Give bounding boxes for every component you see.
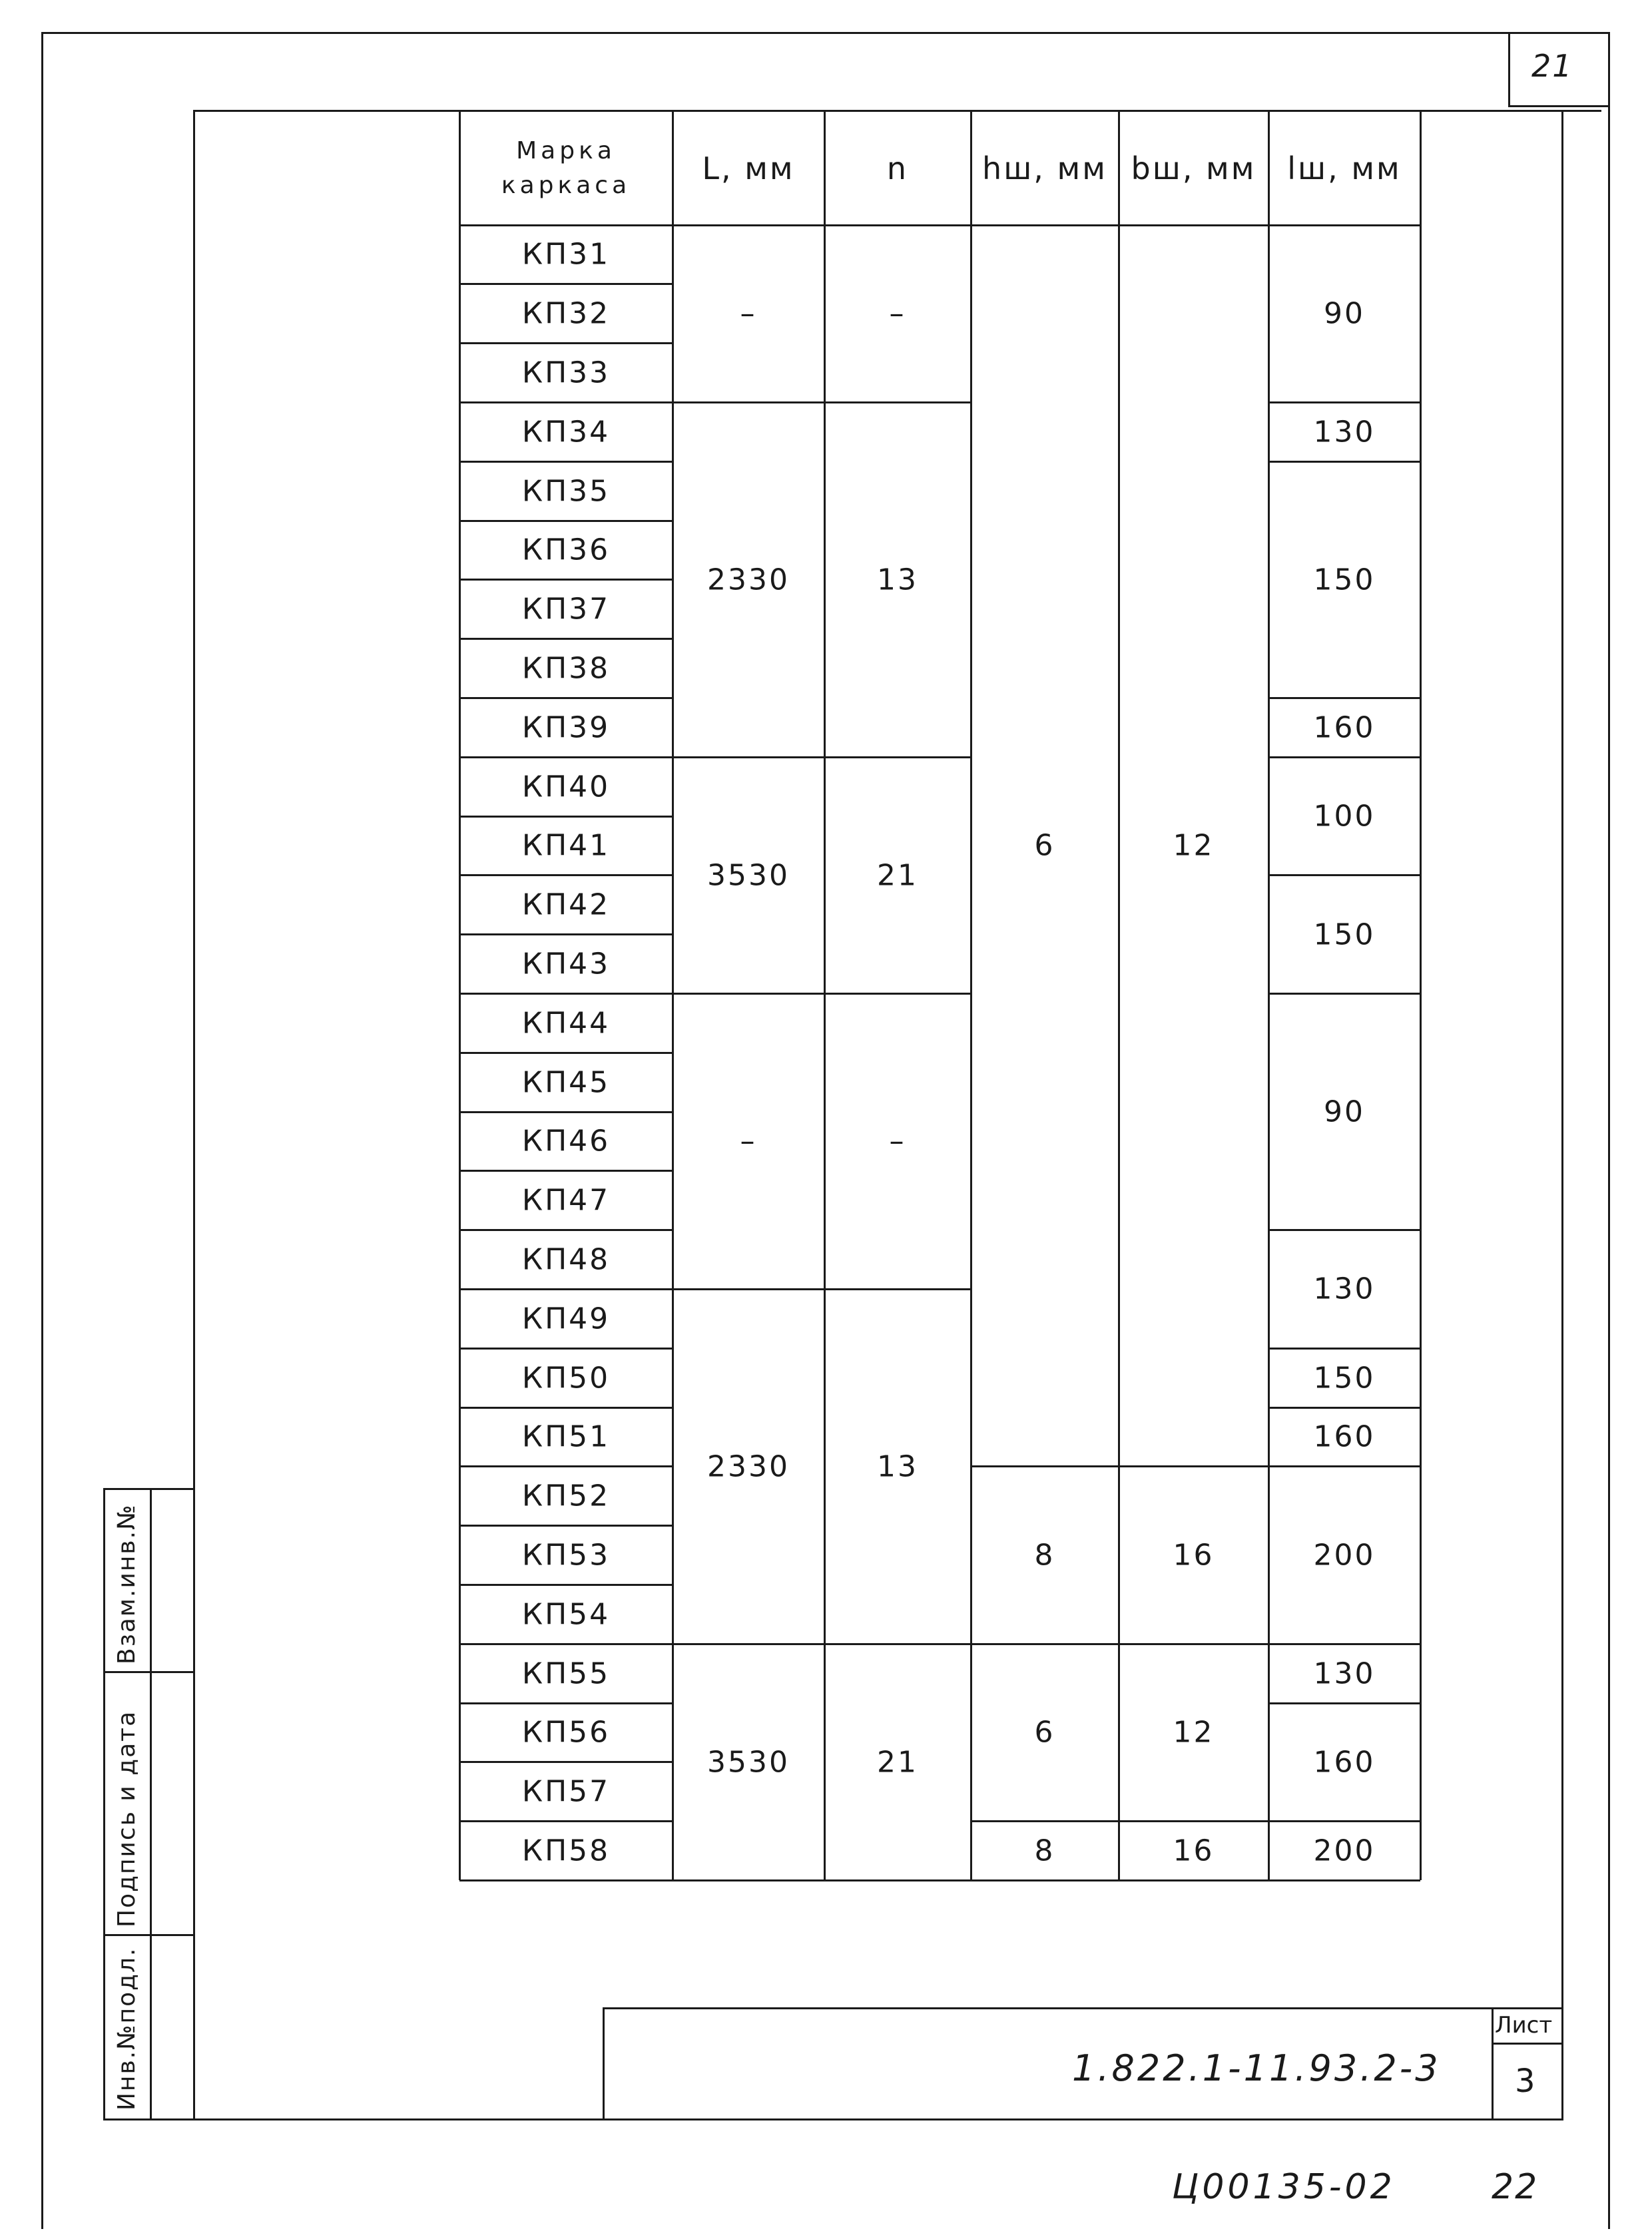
title-sheet-label: Лист xyxy=(1495,2012,1553,2039)
mark-row-rule xyxy=(459,1111,673,1113)
footer-page-number: 22 xyxy=(1492,2167,1539,2207)
l-value-cell: 150 xyxy=(1313,1361,1376,1395)
b-value-cell: 16 xyxy=(1173,1538,1215,1573)
header-h: hш, мм xyxy=(982,150,1107,186)
table-col-line-0 xyxy=(459,112,461,1880)
mark-row-rule xyxy=(459,874,673,876)
drawing-frame-right xyxy=(1561,110,1563,2120)
mark-row-rule xyxy=(459,1052,673,1054)
archive-code: Ц00135-02 xyxy=(1172,2167,1396,2207)
mark-row-rule xyxy=(459,1465,673,1467)
l-group-rule xyxy=(1268,1229,1420,1231)
l-group-rule xyxy=(1268,1465,1420,1467)
l-value-cell: 130 xyxy=(1313,415,1376,449)
l-value-cell: 200 xyxy=(1313,1834,1376,1868)
mark-row-rule xyxy=(459,1584,673,1586)
l-value-cell: 90 xyxy=(1324,1095,1365,1129)
mark-row-rule xyxy=(459,1348,673,1350)
mark-cell: КП42 xyxy=(521,887,611,922)
mark-row-rule xyxy=(459,1643,673,1645)
corner-box-bottom xyxy=(1508,105,1610,107)
h-value-cell: 8 xyxy=(1034,1538,1055,1573)
mark-cell: КП48 xyxy=(521,1242,611,1277)
n-value-cell: 13 xyxy=(877,1449,918,1484)
title-sheet-number: 3 xyxy=(1515,2063,1535,2100)
mark-row-rule xyxy=(459,933,673,935)
mark-row-rule xyxy=(459,1288,673,1290)
mark-row-rule xyxy=(459,638,673,640)
mark-cell: КП37 xyxy=(521,592,611,626)
mark-cell: КП53 xyxy=(521,1538,611,1573)
l-group-rule xyxy=(1268,401,1420,403)
L-group-rule xyxy=(673,756,824,758)
h-value-cell: 8 xyxy=(1034,1834,1055,1868)
mark-row-rule xyxy=(459,816,673,818)
l-group-rule xyxy=(1268,1702,1420,1704)
corner-box-left xyxy=(1508,32,1510,107)
n-group-rule xyxy=(824,401,971,403)
b-group-rule xyxy=(1119,1643,1268,1645)
L-value-cell: 2330 xyxy=(707,563,790,597)
L-group-rule xyxy=(673,401,824,403)
header-mark-line1: Марка xyxy=(516,137,616,164)
mark-cell: КП49 xyxy=(521,1302,611,1336)
n-value-cell: 21 xyxy=(877,1745,918,1780)
mark-cell: КП47 xyxy=(521,1183,611,1218)
h-group-rule xyxy=(971,1465,1119,1467)
table-col-line-2 xyxy=(824,112,826,1880)
h-value-cell: 6 xyxy=(1034,1715,1055,1750)
l-group-rule xyxy=(1268,461,1420,463)
l-group-rule xyxy=(1268,756,1420,758)
l-value-cell: 160 xyxy=(1313,1745,1376,1780)
header-mark xyxy=(501,134,631,203)
mark-row-rule xyxy=(459,461,673,463)
L-group-rule xyxy=(673,993,824,995)
mark-row-rule xyxy=(459,1407,673,1409)
l-value-cell: 200 xyxy=(1313,1538,1376,1573)
mark-cell: КП32 xyxy=(521,296,611,331)
b-group-rule xyxy=(1119,1820,1268,1822)
mark-cell: КП57 xyxy=(521,1774,611,1809)
h-group-rule xyxy=(971,1643,1119,1645)
title-block-sheet-sep xyxy=(1492,2043,1563,2045)
header-n: n xyxy=(886,150,909,186)
title-block-top xyxy=(603,2007,1563,2009)
L-value-cell: 3530 xyxy=(707,858,790,893)
side-stamp-left xyxy=(103,1488,105,2120)
n-group-rule xyxy=(824,1288,971,1290)
mark-row-rule xyxy=(459,401,673,403)
table-header-rule xyxy=(459,224,1420,226)
n-group-rule xyxy=(824,1643,971,1645)
mark-row-rule xyxy=(459,756,673,758)
l-value-cell: 150 xyxy=(1313,917,1376,952)
side-stamp-vzam: Взам.инв.№ xyxy=(113,1503,140,1664)
h-group-rule xyxy=(971,1820,1119,1822)
mark-cell: КП43 xyxy=(521,947,611,981)
title-designation: 1.822.1-11.93.2-3 xyxy=(1072,2047,1441,2089)
mark-row-rule xyxy=(459,1170,673,1172)
table-col-line-5 xyxy=(1268,112,1270,1880)
l-value-cell: 100 xyxy=(1313,799,1376,834)
l-group-rule xyxy=(1268,1348,1420,1350)
mark-cell: КП33 xyxy=(521,356,611,390)
mark-cell: КП35 xyxy=(521,474,611,509)
l-group-rule xyxy=(1268,1820,1420,1822)
mark-row-rule xyxy=(459,1229,673,1231)
mark-cell: КП56 xyxy=(521,1715,611,1750)
L-value-cell: – xyxy=(740,296,757,331)
sheet-frame-right xyxy=(1608,32,1610,2229)
l-value-cell: 160 xyxy=(1313,1419,1376,1454)
l-value-cell: 160 xyxy=(1313,710,1376,745)
mark-cell: КП58 xyxy=(521,1834,611,1868)
n-group-rule xyxy=(824,993,971,995)
mark-row-rule xyxy=(459,1761,673,1763)
l-group-rule xyxy=(1268,874,1420,876)
n-value-cell: – xyxy=(889,296,906,331)
mark-cell: КП44 xyxy=(521,1006,611,1041)
mark-cell: КП51 xyxy=(521,1419,611,1454)
drawing-frame-left xyxy=(193,110,195,2120)
side-stamp-inv-podl: Инв.№подл. xyxy=(113,1947,140,2111)
h-value-cell: 6 xyxy=(1034,828,1055,863)
n-value-cell: 13 xyxy=(877,563,918,597)
n-value-cell: 21 xyxy=(877,858,918,893)
mark-row-rule xyxy=(459,283,673,285)
mark-cell: КП45 xyxy=(521,1065,611,1100)
side-stamp-sep1 xyxy=(103,1671,195,1673)
l-value-cell: 150 xyxy=(1313,563,1376,597)
L-group-rule xyxy=(673,1643,824,1645)
side-stamp-mid xyxy=(150,1488,152,2120)
mark-cell: КП34 xyxy=(521,415,611,449)
b-value-cell: 16 xyxy=(1173,1834,1215,1868)
table-col-line-1 xyxy=(672,112,674,1880)
mark-row-rule xyxy=(459,1702,673,1704)
side-stamp-top xyxy=(103,1488,195,1490)
header-L: L, мм xyxy=(702,150,795,186)
mark-cell: КП31 xyxy=(521,237,611,272)
n-group-rule xyxy=(824,756,971,758)
mark-cell: КП50 xyxy=(521,1361,611,1395)
mark-row-rule xyxy=(459,1820,673,1822)
corner-sheet-number: 21 xyxy=(1531,48,1573,84)
mark-cell: КП40 xyxy=(521,770,611,804)
table-col-line-6 xyxy=(1420,112,1422,1880)
L-value-cell: 2330 xyxy=(707,1449,790,1484)
n-value-cell: – xyxy=(889,1124,906,1158)
l-value-cell: 130 xyxy=(1313,1656,1376,1691)
header-mark-line2: каркаса xyxy=(501,172,631,199)
l-group-rule xyxy=(1268,993,1420,995)
mark-cell: КП46 xyxy=(521,1124,611,1158)
table-col-line-4 xyxy=(1118,112,1120,1880)
drawing-frame-top xyxy=(193,110,1601,112)
mark-cell: КП36 xyxy=(521,533,611,567)
b-value-cell: 12 xyxy=(1173,1715,1215,1750)
mark-cell: КП54 xyxy=(521,1597,611,1632)
b-value-cell: 12 xyxy=(1173,828,1215,863)
mark-cell: КП39 xyxy=(521,710,611,745)
mark-row-rule xyxy=(459,697,673,699)
l-value-cell: 90 xyxy=(1324,296,1365,331)
mark-cell: КП55 xyxy=(521,1656,611,1691)
mark-row-rule xyxy=(459,520,673,522)
mark-cell: КП41 xyxy=(521,828,611,863)
header-l: lш, мм xyxy=(1287,150,1402,186)
L-value-cell: – xyxy=(740,1124,757,1158)
title-block-sheet-left xyxy=(1492,2007,1494,2120)
mark-row-rule xyxy=(459,993,673,995)
mark-row-rule xyxy=(459,579,673,581)
mark-row-rule xyxy=(459,342,673,344)
mark-cell: КП38 xyxy=(521,651,611,686)
side-stamp-podpis: Подпись и дата xyxy=(113,1710,140,1927)
table-col-line-3 xyxy=(970,112,972,1880)
table-bottom-rule xyxy=(459,1879,1420,1881)
L-group-rule xyxy=(673,1288,824,1290)
b-group-rule xyxy=(1119,1465,1268,1467)
l-group-rule xyxy=(1268,1407,1420,1409)
sheet-frame-top xyxy=(41,32,1610,34)
mark-row-rule xyxy=(459,1525,673,1527)
drawing-frame-bottom xyxy=(103,2118,1563,2120)
sheet-frame-left xyxy=(41,32,43,2229)
side-stamp-sep2 xyxy=(103,1934,195,1936)
l-group-rule xyxy=(1268,697,1420,699)
title-block-left xyxy=(603,2007,605,2120)
l-value-cell: 130 xyxy=(1313,1272,1376,1306)
header-b: bш, мм xyxy=(1131,150,1256,186)
l-group-rule xyxy=(1268,1643,1420,1645)
L-value-cell: 3530 xyxy=(707,1745,790,1780)
mark-cell: КП52 xyxy=(521,1479,611,1513)
